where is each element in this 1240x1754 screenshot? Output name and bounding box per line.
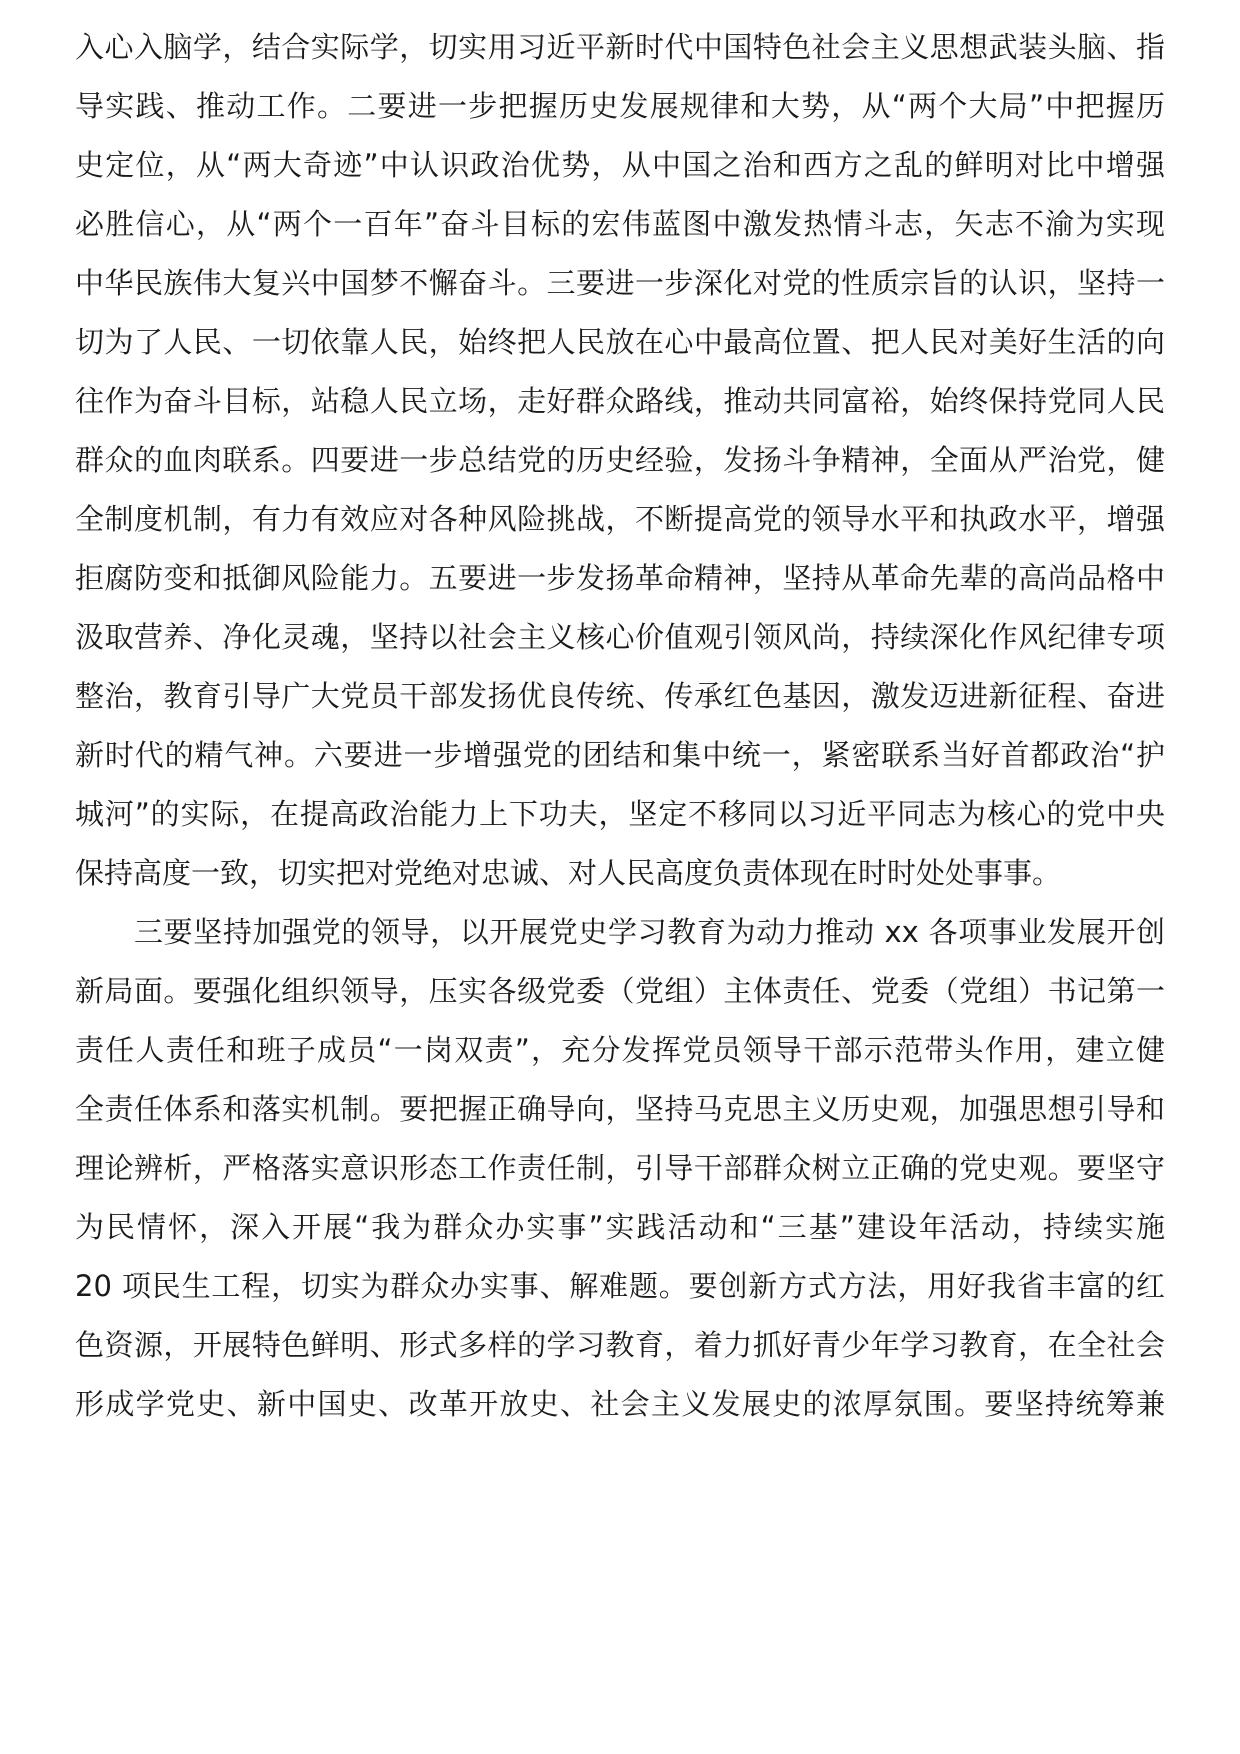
text-line: 中华民族伟大复兴中国梦不懈奋斗。三要进一步深化对党的性质宗旨的认识，坚持一	[75, 266, 1165, 300]
text-line: 史定位，从“两大奇迹”中认识政治优势，从中国之治和西方之乱的鲜明对比中增强	[75, 148, 1165, 182]
text-line: 新时代的精气神。六要进一步增强党的团结和集中统一，紧密联系当好首都政治“护	[75, 738, 1165, 772]
paragraph-first-line: 三要坚持加强党的领导，以开展党史学习教育为动力推动 xx 各项事业发展开创	[134, 915, 1165, 949]
text-line: 汲取营养、净化灵魂，坚持以社会主义核心价值观引领风尚，持续深化作风纪律专项	[75, 620, 1165, 654]
text-line: 切为了人民、一切依靠人民，始终把人民放在心中最高位置、把人民对美好生活的向	[75, 325, 1165, 359]
text-line: 城河”的实际，在提高政治能力上下功夫，坚定不移同以习近平同志为核心的党中央	[75, 797, 1165, 831]
text-line: 新局面。要强化组织领导，压实各级党委（党组）主体责任、党委（党组）书记第一	[75, 974, 1165, 1008]
text-line: 20 项民生工程，切实为群众办实事、解难题。要创新方式方法，用好我省丰富的红	[75, 1269, 1165, 1303]
text-line: 全制度机制，有力有效应对各种风险挑战，不断提高党的领导水平和执政水平，增强	[75, 502, 1165, 536]
text-line: 理论辨析，严格落实意识形态工作责任制，引导干部群众树立正确的党史观。要坚守	[75, 1151, 1165, 1185]
text-line: 为民情怀，深入开展“我为群众办实事”实践活动和“三基”建设年活动，持续实施	[75, 1210, 1165, 1244]
text-line: 导实践、推动工作。二要进一步把握历史发展规律和大势，从“两个大局”中把握历	[75, 89, 1165, 123]
text-line: 拒腐防变和抵御风险能力。五要进一步发扬革命精神，坚持从革命先辈的高尚品格中	[75, 561, 1165, 595]
text-line: 色资源，开展特色鲜明、形式多样的学习教育，着力抓好青少年学习教育，在全社会	[75, 1328, 1165, 1362]
text-line: 整治，教育引导广大党员干部发扬优良传统、传承红色基因，激发迈进新征程、奋进	[75, 679, 1165, 713]
text-line: 必胜信心，从“两个一百年”奋斗目标的宏伟蓝图中激发热情斗志，矢志不渝为实现	[75, 207, 1165, 241]
text-line: 责任人责任和班子成员“一岗双责”，充分发挥党员领导干部示范带头作用，建立健	[75, 1033, 1165, 1067]
text-line: 全责任体系和落实机制。要把握正确导向，坚持马克思主义历史观，加强思想引导和	[75, 1092, 1165, 1126]
text-line: 形成学党史、新中国史、改革开放史、社会主义发展史的浓厚氛围。要坚持统筹兼	[75, 1387, 1165, 1421]
text-line: 入心入脑学，结合实际学，切实用习近平新时代中国特色社会主义思想武装头脑、指	[75, 30, 1165, 64]
text-line: 保持高度一致，切实把对党绝对忠诚、对人民高度负责体现在时时处处事事。	[75, 856, 1062, 890]
text-line: 群众的血肉联系。四要进一步总结党的历史经验，发扬斗争精神，全面从严治党，健	[75, 443, 1165, 477]
text-line: 往作为奋斗目标，站稳人民立场，走好群众路线，推动共同富裕，始终保持党同人民	[75, 384, 1165, 418]
